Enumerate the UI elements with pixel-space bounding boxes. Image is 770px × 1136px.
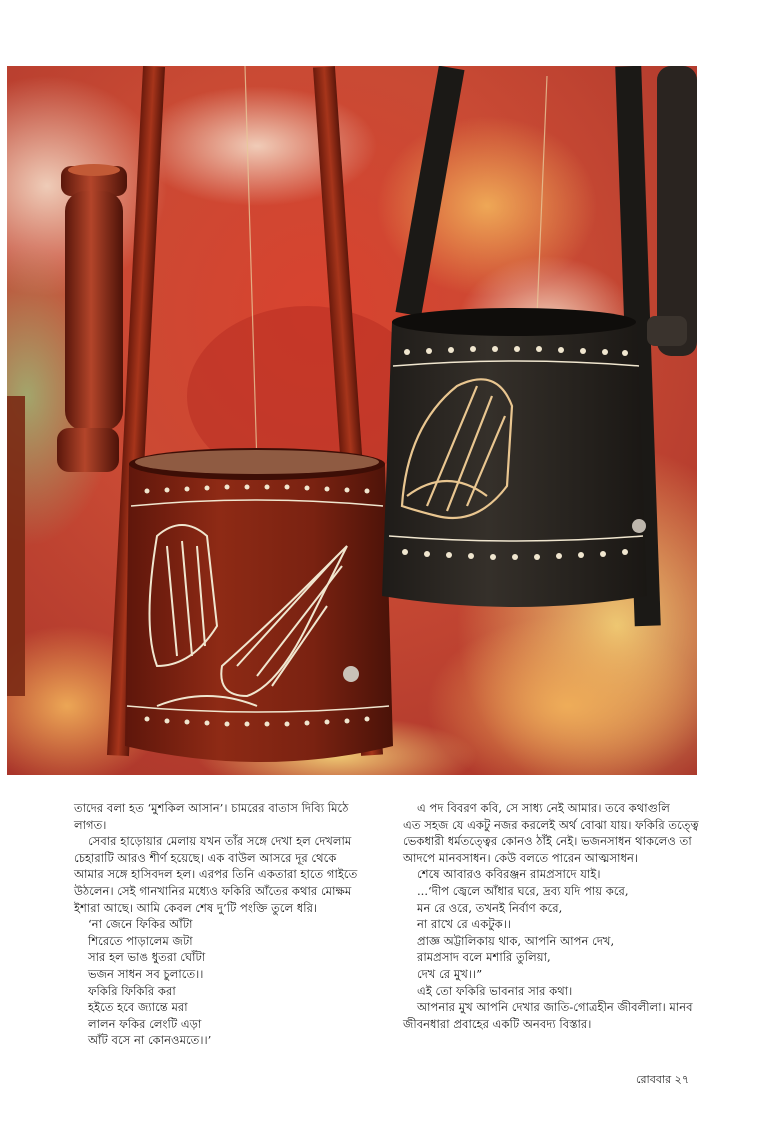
verse-line: সার হল ভাঙ ধুতরা ঘোঁটা	[88, 950, 206, 965]
verse-line: ফকিরি ফিকিরি করা	[88, 983, 176, 998]
hero-photo	[7, 66, 697, 775]
article-column-left	[74, 800, 374, 1049]
verse-line: না রাখে রে একটুক।।	[417, 917, 512, 932]
verse-line: এই তো ফকিরি ভাবনার সার কথা।	[417, 983, 573, 998]
text-line: সেবার হাড়োয়ার মেলায় যখন তাঁর সঙ্গে দেখা হল দেখলাম	[88, 834, 352, 849]
text-line: তাদের বলা হত ‘মুশকিল আসান’। চামরের বাতাস দিব্যি মিঠে	[74, 801, 349, 815]
text-line: জীবনধারা প্রবাহের একটি অনবদ্য বিস্তার।	[403, 1016, 592, 1031]
text-line: উঠলেন। সেই গানখানির মধ্যেও ফকিরি আঁতের কথার মোক্ষম	[74, 883, 352, 898]
page-footer: রোববার ২৭	[636, 1073, 689, 1086]
text-line: চেহারাটি আরও শীর্ণ হয়েছে। এক বাউল আসরে দূর থেকে	[74, 850, 337, 865]
text-line: শেষে আবারও কবিরঞ্জন রামপ্রসাদে যাই।	[417, 867, 601, 882]
text-line: আদপে মানবসাধন। কেউ বলতে পারেন আত্মসাধন।	[403, 850, 639, 865]
verse-line: রামপ্রসাদ বলে মশারি তুলিয়া,	[417, 950, 551, 965]
text-line: আমার সঙ্গে হাসিবদল হল। এরপর তিনি একতারা হাতে গাইতে	[74, 867, 358, 882]
text-line: আপনার মুখ আপনি দেখার জাতি-গোত্রহীন জীবলীলা। মানব	[417, 1000, 693, 1015]
verse-line: ...‘দীপ জ্বেলে আঁধার ঘরে, দ্রব্য যদি পায় করে,	[417, 883, 629, 898]
verse-line: হইতে হবে জ্যান্তে মরা	[88, 1000, 188, 1015]
verse-line: আঁট বসে না কোনওমতে।।’	[88, 1033, 212, 1048]
verse-line: প্রাজ্ঞ অট্টালিকায় থাক, আপনি আপন দেখ,	[417, 933, 615, 948]
verse-line: লালন ফকির লেংটি এড়া	[88, 1016, 202, 1031]
text-line: এত সহজ যে একটু নজর করলেই অর্থ বোঝা যায়। ফকিরি তত্ত্বে	[403, 817, 699, 832]
text-line: ভেকধারী ধর্মতত্ত্বের কোনও ঠাঁই নেই। ভজনসাধন থাকলেও তা	[403, 834, 692, 849]
verse-line: শিরেতে পাড়ালেম জটা	[88, 933, 193, 948]
verse-line: মন রে ওরে, তখনই নির্বাণ করে,	[417, 900, 563, 915]
article-column-right	[403, 800, 703, 1032]
text-line: ইশারা আছে। আমি কেবল শেষ দু’টি পংক্তি তুলে ধরি।	[74, 900, 318, 915]
verse-line: ভজন সাধন সব চুলাতে।।	[88, 966, 204, 981]
verse-line: ‘না জেনে ফিকির আঁটা	[88, 917, 193, 932]
text-line: এ পদ বিবরণ কবি, সে সাধ্য নেই আমার। তবে কথাগুলি	[417, 801, 670, 815]
verse-line: দেখ রে মুখ।।”	[417, 966, 483, 981]
text-line: লাগত।	[74, 817, 107, 832]
